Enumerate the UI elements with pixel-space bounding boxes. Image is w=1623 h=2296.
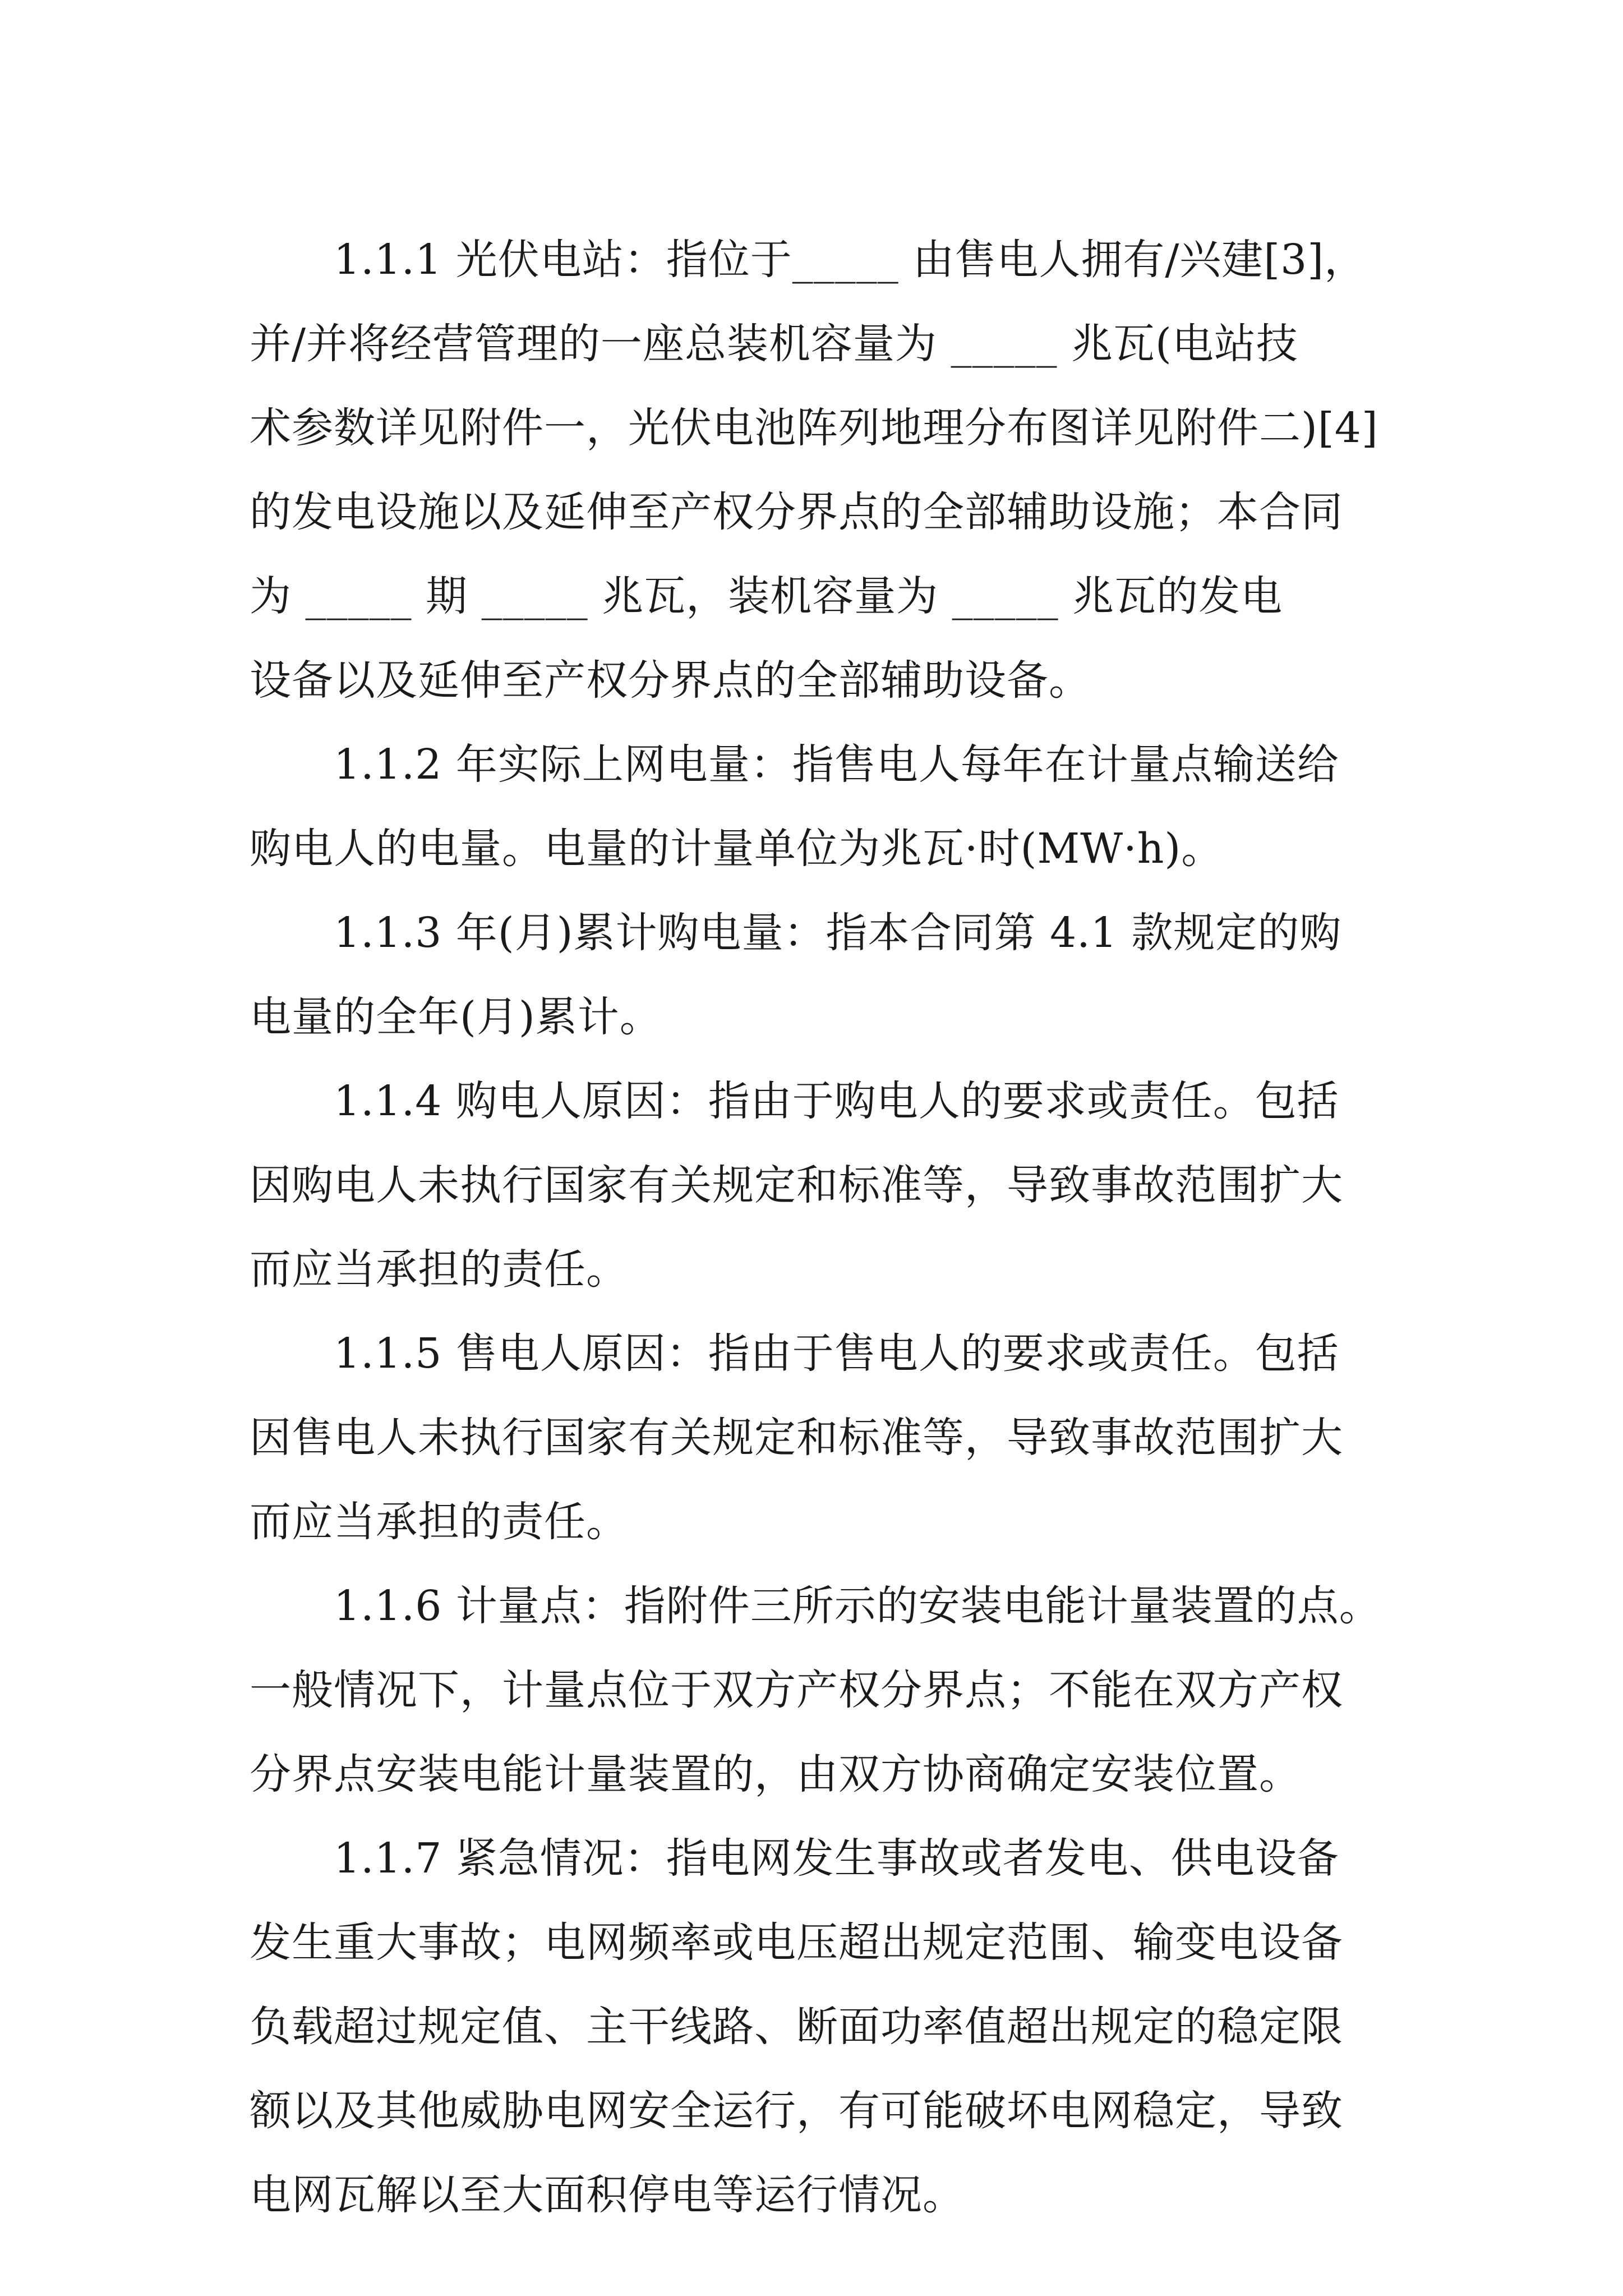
text-line: 术参数详见附件一，光伏电池阵列地理分布图详见附件二)[4] — [250, 404, 1378, 452]
text-line: 负载超过规定值、主干线路、断面功率值超出规定的稳定限 — [250, 2003, 1343, 2051]
text-line: 1.1.3 年(月)累计购电量：指本合同第 4.1 款规定的购 — [334, 909, 1342, 957]
text-line: 的发电设施以及延伸至产权分界点的全部辅助设施；本合同 — [250, 488, 1343, 536]
text-line: 并/并将经营管理的一座总装机容量为 _____ 兆瓦(电站技 — [250, 320, 1298, 368]
text-line: 因售电人未执行国家有关规定和标准等，导致事故范围扩大 — [250, 1414, 1343, 1462]
text-line: 1.1.2 年实际上网电量：指售电人每年在计量点输送给 — [334, 740, 1339, 789]
text-line: 分界点安装电能计量装置的，由双方协商确定安装位置。 — [250, 1750, 1301, 1798]
text-line: 发生重大事故；电网频率或电压超出规定范围、输变电设备 — [250, 1918, 1343, 1967]
text-line: 购电人的电量。电量的计量单位为兆瓦·时(MW·h)。 — [250, 825, 1224, 873]
text-line: 1.1.6 计量点：指附件三所示的安装电能计量装置的点。 — [334, 1582, 1381, 1630]
text-line: 而应当承担的责任。 — [250, 1498, 628, 1546]
text-line: 设备以及延伸至产权分界点的全部辅助设备。 — [250, 656, 1091, 705]
document-body — [250, 218, 1380, 2237]
text-line: 而应当承担的责任。 — [250, 1245, 628, 1294]
text-line: 1.1.1 光伏电站：指位于_____ 由售电人拥有/兴建[3]， — [334, 236, 1367, 284]
text-line: 额以及其他威胁电网安全运行，有可能破坏电网稳定，导致 — [250, 2087, 1343, 2135]
text-line: 1.1.5 售电人原因：指由于售电人的要求或责任。包括 — [334, 1329, 1339, 1378]
text-line: 因购电人未执行国家有关规定和标准等，导致事故范围扩大 — [250, 1161, 1343, 1209]
text-line: 电网瓦解以至大面积停电等运行情况。 — [250, 2171, 965, 2219]
text-line: 电量的全年(月)累计。 — [250, 993, 662, 1041]
text-line: 1.1.7 紧急情况：指电网发生事故或者发电、供电设备 — [334, 1834, 1339, 1883]
text-line: 为 _____ 期 _____ 兆瓦，装机容量为 _____ 兆瓦的发电 — [250, 572, 1283, 620]
text-line: 1.1.4 购电人原因：指由于购电人的要求或责任。包括 — [334, 1077, 1339, 1125]
text-line: 一般情况下，计量点位于双方产权分界点；不能在双方产权 — [250, 1666, 1343, 1714]
